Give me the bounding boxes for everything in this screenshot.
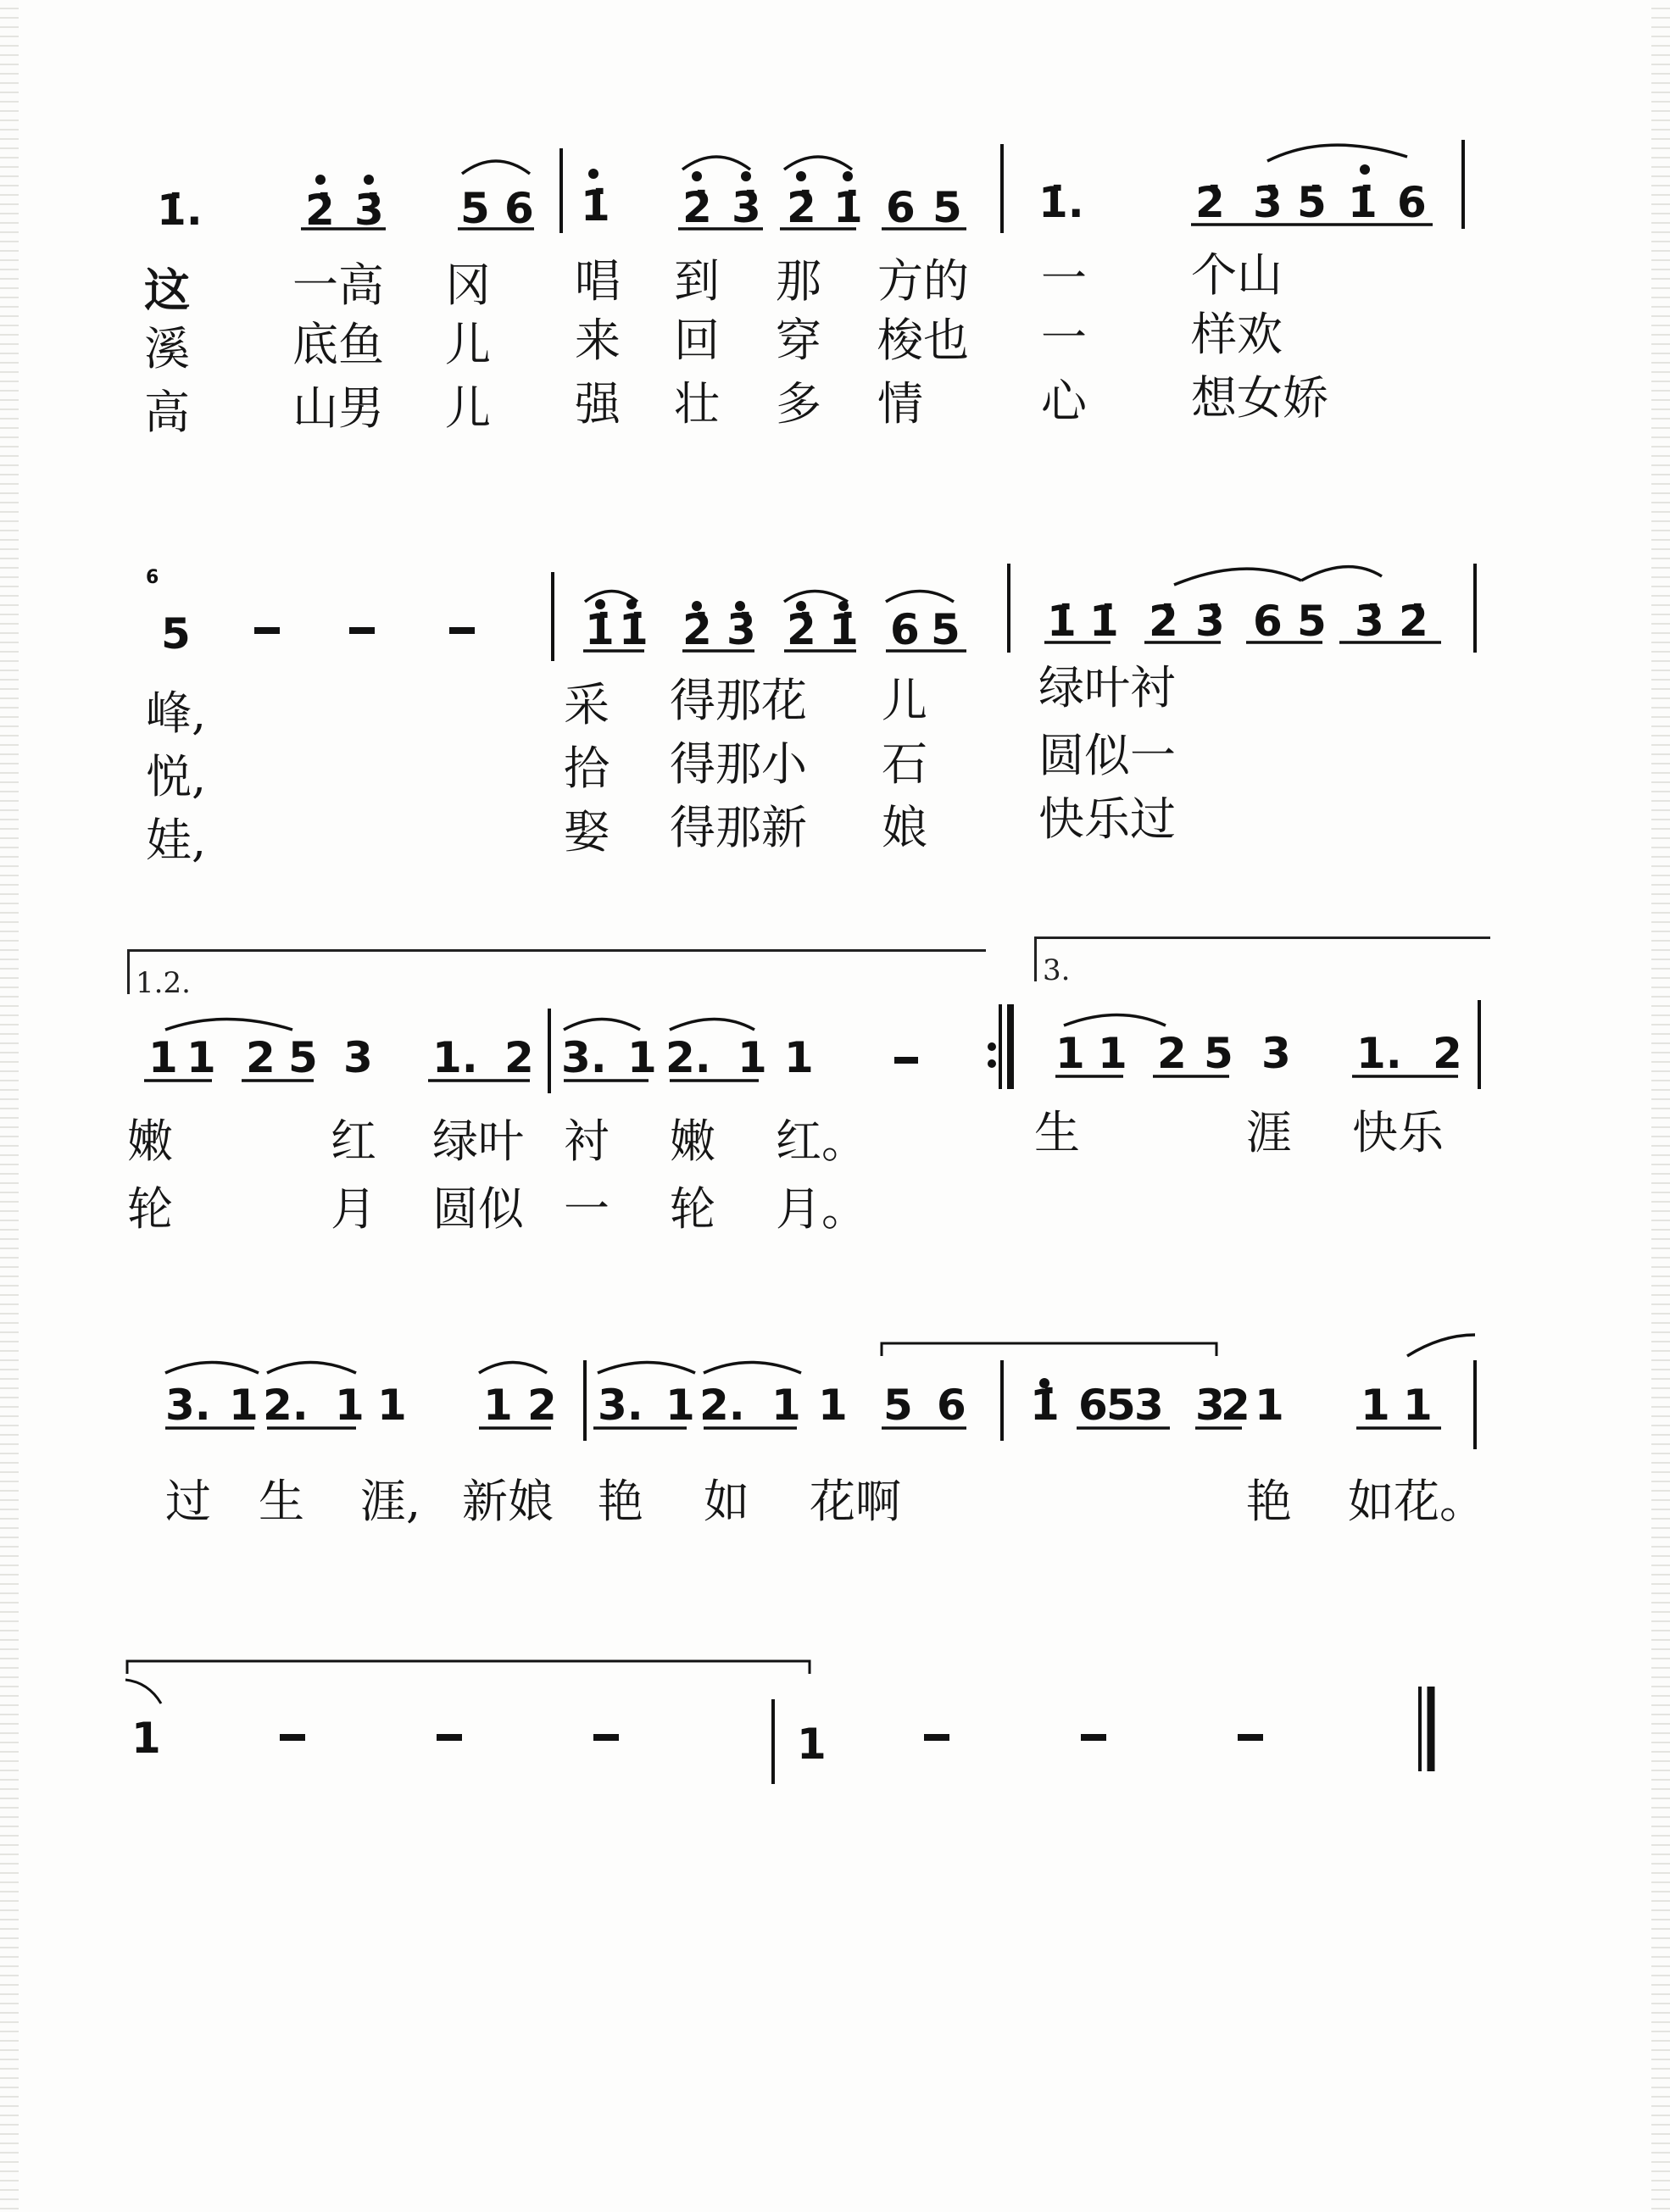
lyric-syllable: 嫩 [670,1114,715,1168]
note: 5 [1106,1381,1136,1430]
lyric-syllable: 到 [674,254,720,308]
note: 3̇ [354,186,384,235]
note: 1 [186,1033,216,1082]
lyric-syllable: 来 [575,314,621,367]
note: 1̇ [585,605,615,654]
lyric-syllable: 穿 [776,314,821,367]
lyric-syllable: 艳 [1246,1475,1292,1528]
tie-bracket [127,1661,810,1674]
lyric-syllable: 过 [165,1475,211,1528]
lyric-syllable: 梭也 [877,314,969,367]
grace-note: 6 [146,567,159,588]
slur [564,1020,640,1031]
note: 5 [931,605,960,654]
lyric-syllable: 儿 [882,674,927,727]
note: 1 [784,1033,814,1082]
lyric-syllable: 悦, [146,750,207,803]
lyric-syllable: 石 [882,737,927,791]
system-1-digits [0,0,1670,475]
note: 3 [1134,1381,1164,1430]
lyric-syllable: 绿叶 [432,1114,524,1168]
lyric-syllable: 花啊 [810,1475,901,1528]
lyric-syllable: 底鱼 [292,318,384,371]
note: 1 [335,1381,365,1430]
note: 1̇ [1348,178,1378,227]
lyric-syllable: 壮 [674,377,720,431]
lyric-syllable: 生 [259,1475,304,1528]
lyric-syllable: 艳 [598,1475,643,1528]
lyric-syllable: 圆似 [432,1182,524,1236]
note: 2. [665,1033,711,1082]
lyric-syllable: 一 [1041,252,1087,305]
lyric-syllable: 新娘 [462,1475,554,1528]
note: 2. [263,1381,309,1430]
lyric-syllable: 月。 [776,1182,867,1236]
note: 1̇ [833,183,863,232]
note: 1̇. [157,186,203,235]
note: 1 [1055,1029,1085,1078]
dash [593,1734,619,1741]
lyric-syllable: 冈 [445,258,491,312]
slur [1174,569,1301,585]
lyric-syllable: 涯, [360,1475,421,1528]
note: 1 [1403,1381,1433,1430]
note: 5 [460,184,490,233]
lyric-syllable: 生 [1034,1106,1080,1159]
note: 3̇ [732,183,761,232]
slur [1301,567,1382,581]
lyric-syllable: 得那小 [670,737,807,791]
slur [479,1363,547,1374]
lyric-syllable: 娶 [564,805,610,859]
lyric-syllable: 嫩 [127,1114,173,1168]
note: 1 [483,1381,513,1430]
note: 1 [131,1714,161,1763]
dash [1238,1734,1263,1741]
lyric-syllable: 轮 [670,1182,715,1236]
slur [704,1363,801,1374]
lyric-syllable: 这 [144,263,190,317]
note: 1 [797,1720,827,1769]
lyric-syllable: 轮 [127,1182,173,1236]
note: 2̇ [1195,178,1225,227]
note: 1 [627,1033,657,1082]
note: 2̇ [787,183,816,232]
lyric-syllable: 衬 [564,1114,610,1168]
lyric-syllable: 心 [1041,375,1087,428]
volta-label-1: 1.2. [136,966,191,1000]
dash [280,1734,305,1741]
repeat-dot [988,1059,996,1068]
note: 3̇ [1355,597,1384,646]
note: 5 [288,1033,318,1082]
lyric-syllable: 拾 [564,742,610,795]
slur [165,1363,259,1374]
lyric-syllable: 个山 [1191,248,1283,302]
note: 2 [1221,1381,1250,1430]
dash [894,1057,918,1064]
lyric-syllable: 娃, [146,814,207,867]
slur [1064,1015,1166,1026]
slur [670,1020,754,1031]
lyric-syllable: 快乐过 [1038,792,1176,846]
dash [349,627,375,634]
note: 2 [1157,1029,1187,1078]
lyric-syllable: 多 [776,377,821,431]
bracket [882,1343,1216,1356]
note: 3 [1195,1381,1225,1430]
note: 5 [161,609,191,659]
note: 2̇ [1399,597,1428,646]
lyric-syllable: 采 [564,678,610,731]
note: 3̇ [1195,597,1225,646]
note: 6 [890,605,920,654]
lyric-syllable: 情 [877,377,923,431]
slur [784,592,848,603]
lyric-syllable: 娘 [882,801,927,854]
note: 3 [343,1033,373,1082]
system-3-notation [0,983,1670,1110]
lyric-syllable: 快乐 [1352,1106,1444,1159]
note: 1̇ [1047,597,1077,646]
dash [254,627,280,634]
note: 2 [246,1033,276,1082]
lyric-syllable: 儿 [445,318,491,371]
lyric-syllable: 山男 [292,381,384,435]
lyric-syllable: 得那新 [670,801,807,854]
lyric-syllable: 月 [331,1182,376,1236]
note: 6 [1078,1381,1108,1430]
slur [886,592,954,603]
note: 1̇ [1030,1381,1060,1430]
lyric-syllable: 红 [331,1114,376,1168]
lyric-syllable: 强 [575,377,621,431]
note: 1 [148,1033,178,1082]
note: 3. [165,1381,211,1430]
note: 1̇ [581,181,610,231]
repeat-dot [988,1042,996,1051]
note: 2̇ [682,605,712,654]
note: 1 [1255,1381,1284,1430]
system-2-notation [0,542,1670,695]
slur [267,1363,356,1374]
lyric-syllable: 得那花 [670,674,807,727]
slur [125,1680,161,1703]
note: 1̇ [829,605,859,654]
note: 5 [1297,597,1327,646]
slur [1407,1335,1475,1356]
lyric-syllable: 溪 [144,322,190,375]
note: 1 [377,1381,407,1430]
note: 3. [561,1033,607,1082]
lyric-syllable: 高 [144,386,190,439]
note: 1 [229,1381,259,1430]
note: 2 [527,1381,557,1430]
note: 1 [818,1381,848,1430]
volta-label-3: 3. [1043,953,1071,987]
lyric-syllable: 绿叶衬 [1038,661,1176,714]
slur [165,1020,292,1031]
lyric-syllable: 回 [674,314,720,367]
dash [449,627,475,634]
system-4-notation [0,1322,1670,1458]
lyric-syllable: 涯 [1246,1106,1292,1159]
note: 6 [886,183,916,232]
lyric-syllable: 圆似一 [1038,729,1176,782]
lyric-syllable: 儿 [445,381,491,435]
note: 6 [937,1381,966,1430]
note: 1 [665,1381,695,1430]
note: 1 [771,1381,801,1430]
note: 1 [1361,1381,1390,1430]
note: 2. [699,1381,745,1430]
note: 1̇. [1038,178,1084,227]
lyric-syllable: 想女娇 [1191,371,1328,425]
note: 5̇ [1297,178,1327,227]
dash [437,1734,462,1741]
note: 1 [738,1033,767,1082]
system-5-notation [0,1644,1670,1797]
lyric-syllable: 唱 [575,254,621,308]
note: 1̇ [1089,597,1119,646]
note: 1. [432,1033,478,1082]
note: 1̇ [619,605,649,654]
lyric-syllable: 如 [704,1475,749,1528]
note: 1 [1098,1029,1127,1078]
lyric-syllable: 一 [564,1182,610,1236]
lyric-syllable: 峰, [146,686,207,740]
note: 2̇ [682,183,712,232]
note: 2̇ [305,186,335,235]
lyric-syllable: 一 [1041,311,1087,364]
note: 3̇ [1253,178,1283,227]
note: 5 [1204,1029,1233,1078]
note: 6 [1253,597,1283,646]
volta-bracket-3 [1034,936,1490,981]
lyric-syllable: 红。 [776,1114,867,1168]
note: 3 [1261,1029,1291,1078]
note: 6 [1397,178,1427,227]
note: 2 [504,1033,534,1082]
lyric-syllable: 一高 [292,258,384,312]
note: 2̇ [1149,597,1178,646]
note: 6 [504,184,534,233]
note: 5 [883,1381,913,1430]
lyric-syllable: 如花。 [1348,1475,1485,1528]
lyric-syllable: 方的 [877,254,969,308]
note: 2 [1433,1029,1462,1078]
slur [598,1363,695,1374]
note: 3. [598,1381,643,1430]
lyric-syllable: 样欢 [1191,308,1283,361]
dash [924,1734,949,1741]
dash [1081,1734,1106,1741]
lyric-syllable: 那 [776,254,821,308]
note: 1. [1356,1029,1402,1078]
note: 5 [932,183,962,232]
note: 3̇ [726,605,756,654]
note: 2̇ [787,605,816,654]
